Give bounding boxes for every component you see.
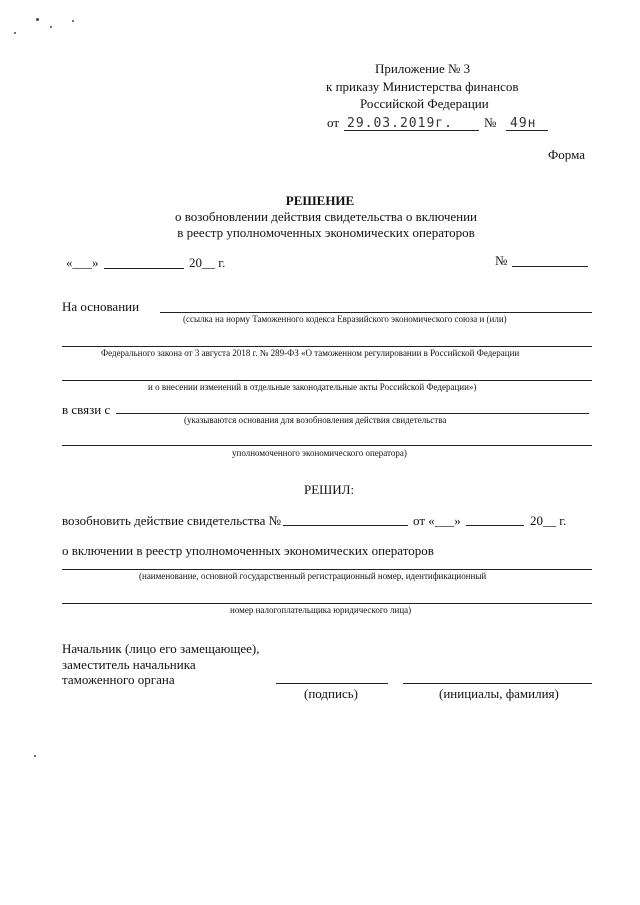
- appendix-title: Приложение № 3: [375, 61, 471, 76]
- certificate-number-field: [283, 525, 408, 526]
- inclusion-hint-1: (наименование, основной государственный регистрационный номер, идентификационный: [139, 571, 487, 581]
- document-subtitle-2: в реестр уполномоченных экономических операторов: [177, 225, 475, 240]
- scan-speck: [34, 755, 36, 757]
- signatory-title-3: таможенного органа: [62, 672, 175, 687]
- order-number-value: 49н: [510, 116, 537, 131]
- order-number-label: №: [484, 115, 497, 130]
- scan-speck: [36, 18, 39, 21]
- decision-number-field: [512, 266, 588, 267]
- date-year-field: 20__ г.: [189, 255, 226, 270]
- scan-speck: [50, 26, 52, 28]
- inclusion-line-1: [62, 569, 592, 570]
- inclusion-hint-2: номер налогоплательщика юридического лица): [230, 605, 412, 615]
- signatory-title-1: Начальник (лицо его замещающее),: [62, 641, 260, 656]
- order-date-label: от: [327, 115, 340, 130]
- decision-number-label: №: [495, 253, 508, 268]
- form-label: Форма: [548, 147, 585, 162]
- decided-heading: РЕШИЛ:: [304, 482, 355, 497]
- signature-hint: (подпись): [304, 686, 358, 701]
- reason-line-1: [116, 413, 589, 414]
- certificate-date-year: 20__ г.: [530, 513, 567, 528]
- order-date-value: 29.03.2019г.: [347, 116, 453, 131]
- appendix-order: к приказу Министерства финансов: [326, 79, 519, 94]
- date-month-field: [104, 268, 184, 269]
- scan-speck: [72, 20, 74, 22]
- certificate-date-day: от «___»: [413, 513, 461, 528]
- name-line: [403, 683, 592, 684]
- name-hint: (инициалы, фамилия): [439, 686, 559, 701]
- reason-hint-2: уполномоченного экономического оператора): [232, 448, 407, 458]
- document-subtitle-1: о возобновлении действия свидетельства о включении: [174, 209, 478, 224]
- basis-hint-2: Федерального закона от 3 августа 2018 г. № 289-ФЗ «О таможенном регулировании в Российской Федерации: [101, 348, 520, 358]
- basis-line-3: [62, 380, 592, 381]
- reason-label: в связи с: [62, 402, 111, 417]
- basis-line-2: [62, 346, 592, 347]
- certificate-date-month: [466, 525, 524, 526]
- basis-hint-1: (ссылка на норму Таможенного кодекса Евразийского экономического союза и (или): [183, 314, 507, 324]
- inclusion-text: о включении в реестр уполномоченных экономических операторов: [62, 543, 434, 558]
- inclusion-line-2: [62, 603, 592, 604]
- signature-line: [276, 683, 388, 684]
- basis-label: На основании: [62, 299, 140, 314]
- reason-line-2: [62, 445, 592, 446]
- document-title: РЕШЕНИЕ: [285, 193, 355, 208]
- scan-speck: [14, 32, 16, 34]
- resume-text: возобновить действие свидетельства №: [62, 513, 282, 528]
- appendix-federation: Российской Федерации: [360, 96, 489, 111]
- basis-line-1: [160, 312, 592, 313]
- signatory-title-2: заместитель начальника: [62, 657, 196, 672]
- basis-hint-3: и о внесении изменений в отдельные законодательные акты Российской Федерации»): [148, 382, 477, 392]
- date-day-field: «___»: [66, 255, 99, 270]
- reason-hint-1: (указываются основания для возобновления действия свидетельства: [184, 415, 447, 425]
